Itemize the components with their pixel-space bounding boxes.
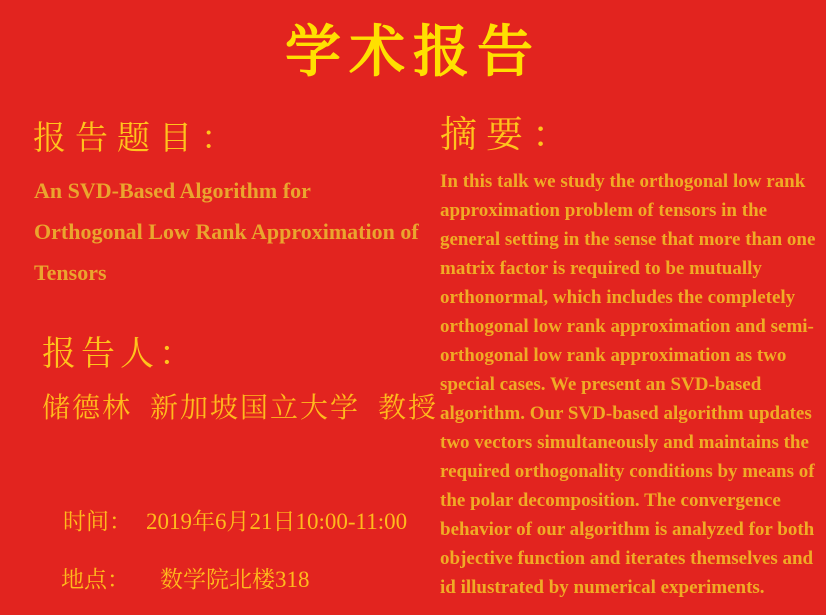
abstract-line: objective function and iterates themselves and <box>440 548 814 569</box>
time-value: 2019年6月21日10:00-11:00 <box>146 509 408 534</box>
abstract-line: behavior of our algorithm is analyzed for both <box>440 519 815 540</box>
talk-title-line: Tensors <box>34 260 107 285</box>
abstract-label: 摘要： <box>440 115 578 156</box>
abstract-line: matrix factor is required to be mutually <box>440 258 762 279</box>
abstract-line: special cases. We present an SVD-based <box>440 374 762 395</box>
talk-title <box>34 170 419 293</box>
speaker-info: 储德林 新加坡国立大学 教授 <box>42 393 439 424</box>
abstract-line: general setting in the sense that more than one <box>440 229 816 250</box>
location-label: 地点： <box>61 567 130 592</box>
abstract-line: orthogonal low rank approximation and semi- <box>440 316 814 337</box>
abstract-line: the polar decomposition. The convergence <box>440 490 781 511</box>
talk-title-line: An SVD-Based Algorithm for <box>34 178 311 203</box>
abstract-line: id illustrated by numerical experiments. <box>440 577 765 598</box>
abstract-line: In this talk we study the orthogonal low rank <box>440 171 806 192</box>
location-line <box>38 535 310 615</box>
poster-main-title: 学术报告 <box>285 20 541 83</box>
talk-title-line: Orthogonal Low Rank Approximation of <box>34 219 419 244</box>
abstract-line: approximation problem of tensors in the <box>440 200 768 221</box>
abstract-line: orthogonal low rank approximation as two <box>440 345 787 366</box>
talk-title-label: 报告题目： <box>33 121 243 157</box>
location-value: 数学院北楼318 <box>160 567 310 592</box>
time-label: 时间： <box>63 509 132 534</box>
abstract-line: required orthogonality conditions by means of <box>440 461 815 482</box>
abstract-line: orthonormal, which includes the completely <box>440 287 796 308</box>
abstract-line: algorithm. Our SVD-based algorithm updates <box>440 403 812 424</box>
abstract-text <box>440 167 820 602</box>
abstract-line: two vectors simultaneously and maintains the <box>440 432 809 453</box>
speaker-label: 报告人： <box>42 336 198 373</box>
